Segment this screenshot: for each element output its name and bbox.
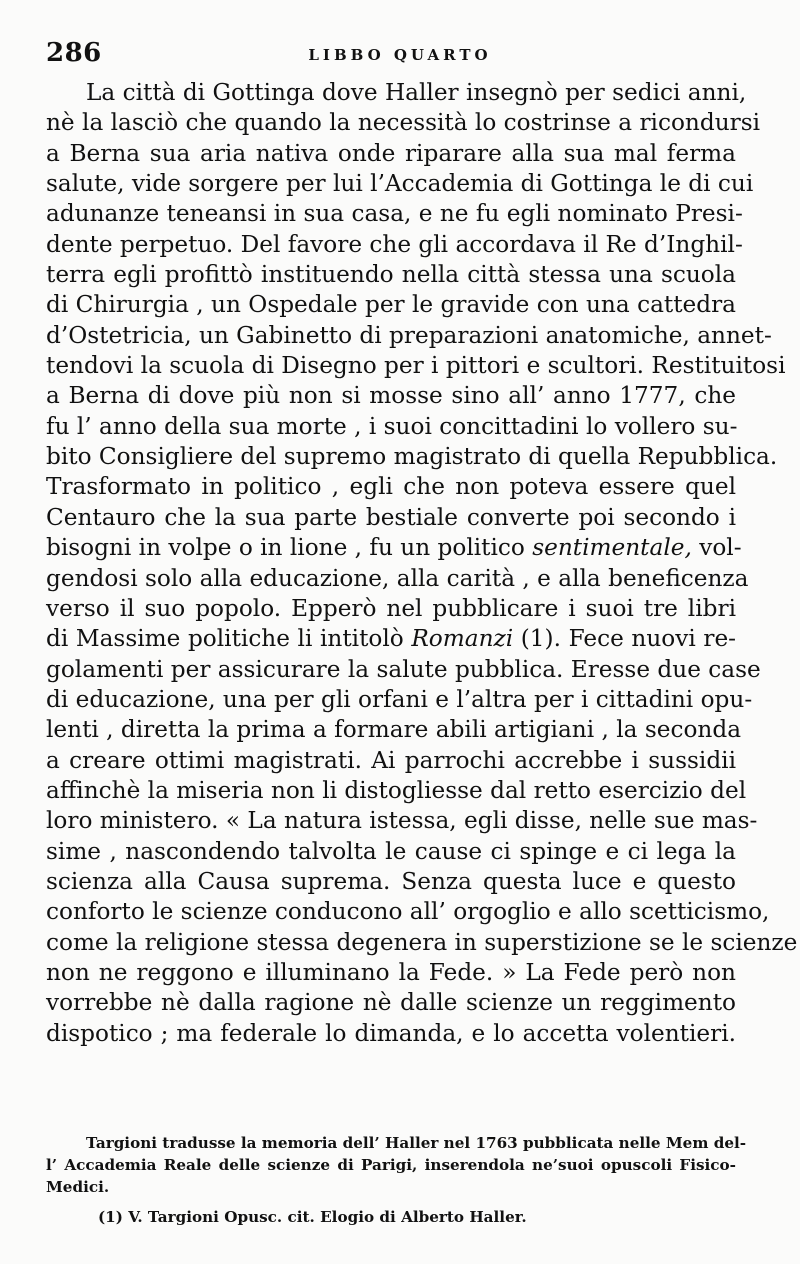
text-line-with-italic (46, 624, 736, 654)
text-line: a creare ottimi magistrati. Ai parrochi accrebbe i sussidii (46, 746, 736, 774)
text-line: di Chirurgia , un Ospedale per le gravide con una cattedra (46, 291, 736, 319)
text-line: come la religione stessa degenera in superstizione se le scienze (46, 928, 798, 956)
italic-word: sentimentale, (532, 534, 692, 562)
text-line: salute, vide sorgere per lui l’Accademia di Gottinga le di cui (46, 170, 754, 198)
text-line: affinchè la miseria non li distogliesse dal retto esercizio del (46, 776, 747, 804)
text-line: terra egli profittò instituendo nella città stessa una scuola (46, 261, 736, 289)
text-line: gendosi solo alla educazione, alla carità , e alla beneficenza (46, 564, 749, 592)
text-line: bito Consigliere del supremo magistrato di quella Repubblica. (46, 443, 778, 471)
text-line: Trasformato in politico , egli che non poteva essere quel (46, 473, 736, 501)
text-line: dente perpetuo. Del favore che gli accordava il Re d’Inghil- (46, 230, 743, 258)
text-segment: di Massime politiche li intitolò (46, 625, 404, 653)
page-number: 286 (46, 38, 102, 68)
italic-word: Romanzi (411, 625, 514, 653)
text-line: d’Ostetricia, un Gabinetto di preparazioni anatomiche, annet- (46, 321, 772, 349)
text-line: adunanze teneansi in sua casa, e ne fu egli nominato Presi- (46, 200, 743, 228)
text-line: lenti , diretta la prima a formare abili artigiani , la seconda (46, 716, 742, 744)
text-line: nè la lasciò che quando la necessità lo costrinse a ricondursi (46, 109, 761, 137)
text-line: tendovi la scuola di Disegno per i pittori e scultori. Restituitosi (46, 352, 786, 380)
text-line: La città di Gottinga dove Haller insegnò per sedici anni, (86, 79, 747, 106)
text-segment: bisogni in volpe o in lione , fu un politico (46, 534, 525, 562)
footnotes (46, 1132, 747, 1228)
text-line: vorrebbe nè dalla ragione nè dalle scienze un reggimento (46, 989, 736, 1017)
running-head: LIBBO QUARTO (308, 46, 492, 64)
text-line-with-italic (46, 533, 742, 563)
text-segment: vol- (699, 534, 742, 562)
text-line: fu l’ anno della sua morte , i suoi concittadini lo vollero su- (46, 412, 738, 440)
body-text (46, 78, 798, 1049)
text-line: a Berna sua aria nativa onde riparare alla sua mal ferma (46, 139, 736, 167)
text-line: Centauro che la sua parte bestiale converte poi secondo i (46, 503, 736, 531)
text-line: sime , nascondendo talvolta le cause ci spinge e ci lega la (46, 837, 736, 865)
text-line: di educazione, una per gli orfani e l’altra per i cittadini opu- (46, 685, 753, 713)
footnote-line: Targioni tradusse la memoria dell’ Haller nel 1763 pubblicata nelle Mem del- (86, 1134, 747, 1152)
footnote-line: l’ Accademia Reale delle scienze di Parigi, inserendola ne’suoi opuscoli Fisico- (46, 1156, 736, 1174)
text-line: a Berna di dove più non si mosse sino all’ anno 1777, che (46, 382, 736, 410)
text-segment: (1). Fece nuovi re- (520, 625, 736, 653)
footnote-line: Medici. (46, 1178, 110, 1196)
footnote-reference: (1) V. Targioni Opusc. cit. Elogio di Alberto Haller. (98, 1208, 527, 1226)
text-line: loro ministero. « La natura istessa, egli disse, nelle sue mas- (46, 807, 758, 835)
text-line: scienza alla Causa suprema. Senza questa luce e questo (46, 867, 736, 895)
text-line: dispotico ; ma federale lo dimanda, e lo accetta volentieri. (46, 1019, 736, 1047)
text-line: conforto le scienze conducono all’ orgoglio e allo scetticismo, (46, 898, 770, 926)
text-line: non ne reggono e illuminano la Fede. » La Fede però non (46, 958, 736, 986)
text-line: golamenti per assicurare la salute pubblica. Eresse due case (46, 655, 761, 683)
text-line: verso il suo popolo. Epperò nel pubblicare i suoi tre libri (46, 594, 736, 622)
